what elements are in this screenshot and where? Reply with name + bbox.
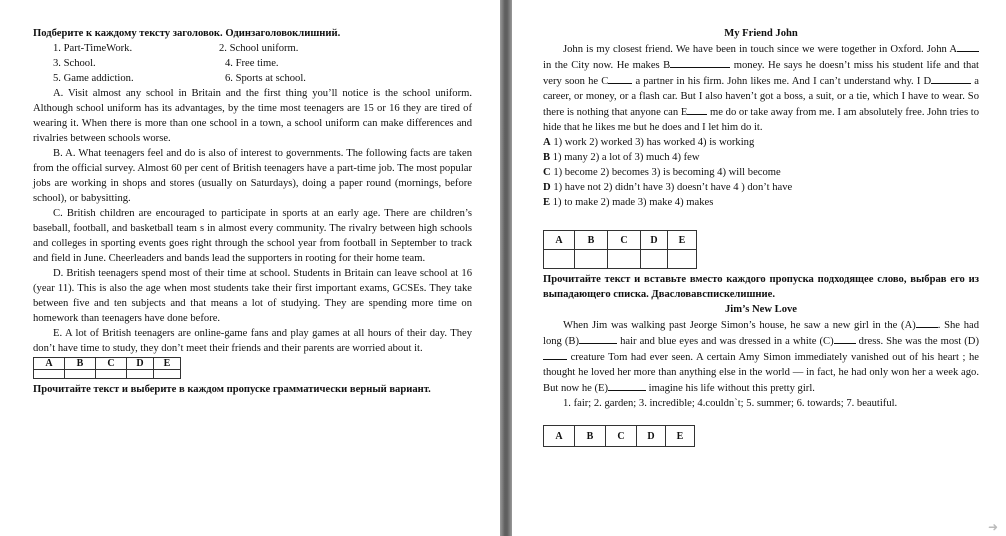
- blank-c: [608, 73, 632, 84]
- table2-header-b: B: [575, 231, 608, 250]
- story2-part-2: . She had long (B): [543, 320, 979, 347]
- table1-cell[interactable]: [127, 370, 154, 379]
- story2-part-4: dress. She was the most (D): [855, 336, 979, 347]
- story2-part-1: When Jim was walking past Jeorge Simon’s house, he saw a new girl in the (A): [563, 320, 916, 331]
- table1-cell[interactable]: [96, 370, 127, 379]
- options-row-2: [33, 56, 472, 71]
- blank-d: [931, 73, 971, 84]
- option-5: 5. Game addiction.: [53, 73, 134, 84]
- options-row-3: [33, 71, 472, 86]
- story1-part-2: in the City now. He makes B: [543, 60, 671, 71]
- table1-header-e: E: [154, 358, 181, 370]
- table3-header-a: A: [544, 426, 575, 447]
- answer-option-b: [543, 150, 979, 165]
- options-row-1: [33, 41, 472, 56]
- paragraph-b: B. A. What teenagers feel and do is also of interest to governments. The following facts are taken from the official survey. Almost 60 per cent of British teenagers have a part-time job. The most popular jobs are working in shops and stores (usually on Saturdays), doing a paper round (mornings, before school), or babysitting.: [33, 148, 472, 204]
- table3-header-e: E: [666, 426, 695, 447]
- table1-cell[interactable]: [154, 370, 181, 379]
- table2-header-d: D: [641, 231, 668, 250]
- page-gutter: [500, 0, 512, 536]
- table2-header-e: E: [668, 231, 697, 250]
- answer-option-d: [543, 180, 979, 195]
- option-1: 1. Part-TimeWork.: [53, 43, 133, 54]
- story2-part-3: hair and blue eyes and was dressed in a white (C): [617, 336, 834, 347]
- table1-header-b: B: [65, 358, 96, 370]
- story2-title: Jim’s New Love: [725, 304, 797, 315]
- paragraph-a: A. Visit almost any school in Britain and the first thing you’ll notice is the school uniform. Although school uniform has its advantages, by the time most teenagers are 15 or 16 they are tired of wearing it. When there is more than one school in a town, a school uniform can make differences and rivalries between schools worse.: [33, 88, 472, 144]
- option-4: 4. Free time.: [225, 58, 279, 69]
- story1-text: [543, 41, 979, 135]
- table2-header-a: A: [544, 231, 575, 250]
- table2-cell[interactable]: [575, 250, 608, 269]
- story1-part-6: me do or take away from me. I am absolutely free. John tries to hide that he likes me but he does and I let him do it.: [543, 107, 980, 133]
- option-2: 2. School uniform.: [219, 43, 299, 54]
- blank-a2: [916, 317, 938, 328]
- table2-cell[interactable]: [668, 250, 697, 269]
- story1-part-1: John is my closest friend. We have been in touch since we were together in Oxford. John A: [563, 44, 957, 55]
- blank-e2: [608, 380, 646, 391]
- word-list: 1. fair; 2. garden; 3. incredible; 4.couldn`t; 5. summer; 6. towards; 7. beautiful.: [563, 398, 898, 409]
- option-text: 1) to make 2) made 3) make 4) makes: [552, 197, 714, 208]
- answer-option-a: [543, 135, 979, 150]
- option-letter: A: [543, 137, 551, 148]
- paragraph-e: E. A lot of British teenagers are online-game fans and play games at all hours of their day. They don’t have time to study, they don’t meet their friends and their parents are worried about it.: [33, 328, 472, 354]
- table1-cell[interactable]: [34, 370, 65, 379]
- table2-cell[interactable]: [608, 250, 641, 269]
- answer-table-1: [33, 357, 181, 379]
- table1-header-c: C: [96, 358, 127, 370]
- story2-part-6: imagine his life without this pretty girl.: [646, 383, 815, 394]
- table1-cell[interactable]: [65, 370, 96, 379]
- blank-a: [957, 41, 979, 52]
- page-turn-arrow-icon[interactable]: ➜: [988, 520, 999, 534]
- paragraph-c: C. British children are encouraged to participate in sports at an early age. There are children’s baseball, football, and basketball team s in almost every community. The rivalry between high schools and colleges in sporting events goes right through the school year from football in September to track and field in June. Cheerleaders and bands lead the supporters in rooting for their home team.: [33, 208, 472, 264]
- table2-cell[interactable]: [544, 250, 575, 269]
- option-letter: C: [543, 167, 551, 178]
- blank-e: [687, 104, 707, 115]
- story2-text: [543, 317, 979, 396]
- option-text: 1) become 2) becomes 3) is becoming 4) will become: [553, 167, 781, 178]
- option-3: 3. School.: [53, 58, 96, 69]
- table2-header-c: C: [608, 231, 641, 250]
- blank-b2: [579, 333, 617, 344]
- option-6: 6. Sports at school.: [225, 73, 306, 84]
- table3-header-c: C: [606, 426, 637, 447]
- answer-table-3: [543, 425, 695, 447]
- task2-heading: Прочитайте текст и выберите в каждом пропуске грамматически верный вариант.: [33, 384, 431, 395]
- story1-part-4: a partner in his firm. John likes me. And I can’t understand why. I D: [632, 76, 932, 87]
- table3-header-b: B: [575, 426, 606, 447]
- blank-d2: [543, 349, 567, 360]
- left-page: [0, 0, 500, 536]
- blank-b: [670, 57, 730, 68]
- table3-header-d: D: [637, 426, 666, 447]
- story2-part-5: creature Tom had ever seen. A certain Amy Simon immediately vanished out of his heart ; he thought he loved her more than anything else in the world — in fact, he had only won her a week ago. But now he (E): [543, 352, 979, 394]
- task3-heading: Прочитайте текст и вставьте вместо каждого пропуска подходящее слово, выбрав его из выпадающего списка. Двасловавспискелишние.: [543, 274, 979, 300]
- task1-heading: Подберите к каждому тексту заголовок. Одинзаголовоклишний.: [33, 28, 341, 39]
- option-text: 1) work 2) worked 3) has worked 4) is working: [553, 137, 755, 148]
- option-text: 1) have not 2) didn’t have 3) doesn’t have 4 ) don’t have: [553, 182, 793, 193]
- option-letter: B: [543, 152, 551, 163]
- option-text: 1) many 2) a lot of 3) much 4) few: [552, 152, 700, 163]
- right-page: [512, 0, 1006, 536]
- table2-cell[interactable]: [641, 250, 668, 269]
- option-letter: D: [543, 182, 551, 193]
- story1-title: My Friend John: [724, 28, 798, 39]
- option-letter: E: [543, 197, 551, 208]
- answer-option-c: [543, 165, 979, 180]
- paragraph-d: D. British teenagers spend most of their time at school. Students in Britain can leave school at 16 (year 11). This is also the age when most students take their first important exams, GCSEs. They take between five and ten subjects and that means a lot of studying. They are spending more time on homework than teenagers have done before.: [33, 268, 472, 324]
- answer-option-e: [543, 195, 979, 210]
- table1-header-a: A: [34, 358, 65, 370]
- story1-part-5: a career, or money, or a flash car. But I also haven’t got a boss, a suit, or a tie, which I have to wear. So there is nothing that anyone can E: [543, 76, 979, 118]
- table1-header-d: D: [127, 358, 154, 370]
- blank-c2: [834, 333, 856, 344]
- answer-table-2: [543, 230, 697, 269]
- story1-part-3: money. He says he doesn’t miss his student life and that very soon he C: [543, 60, 979, 87]
